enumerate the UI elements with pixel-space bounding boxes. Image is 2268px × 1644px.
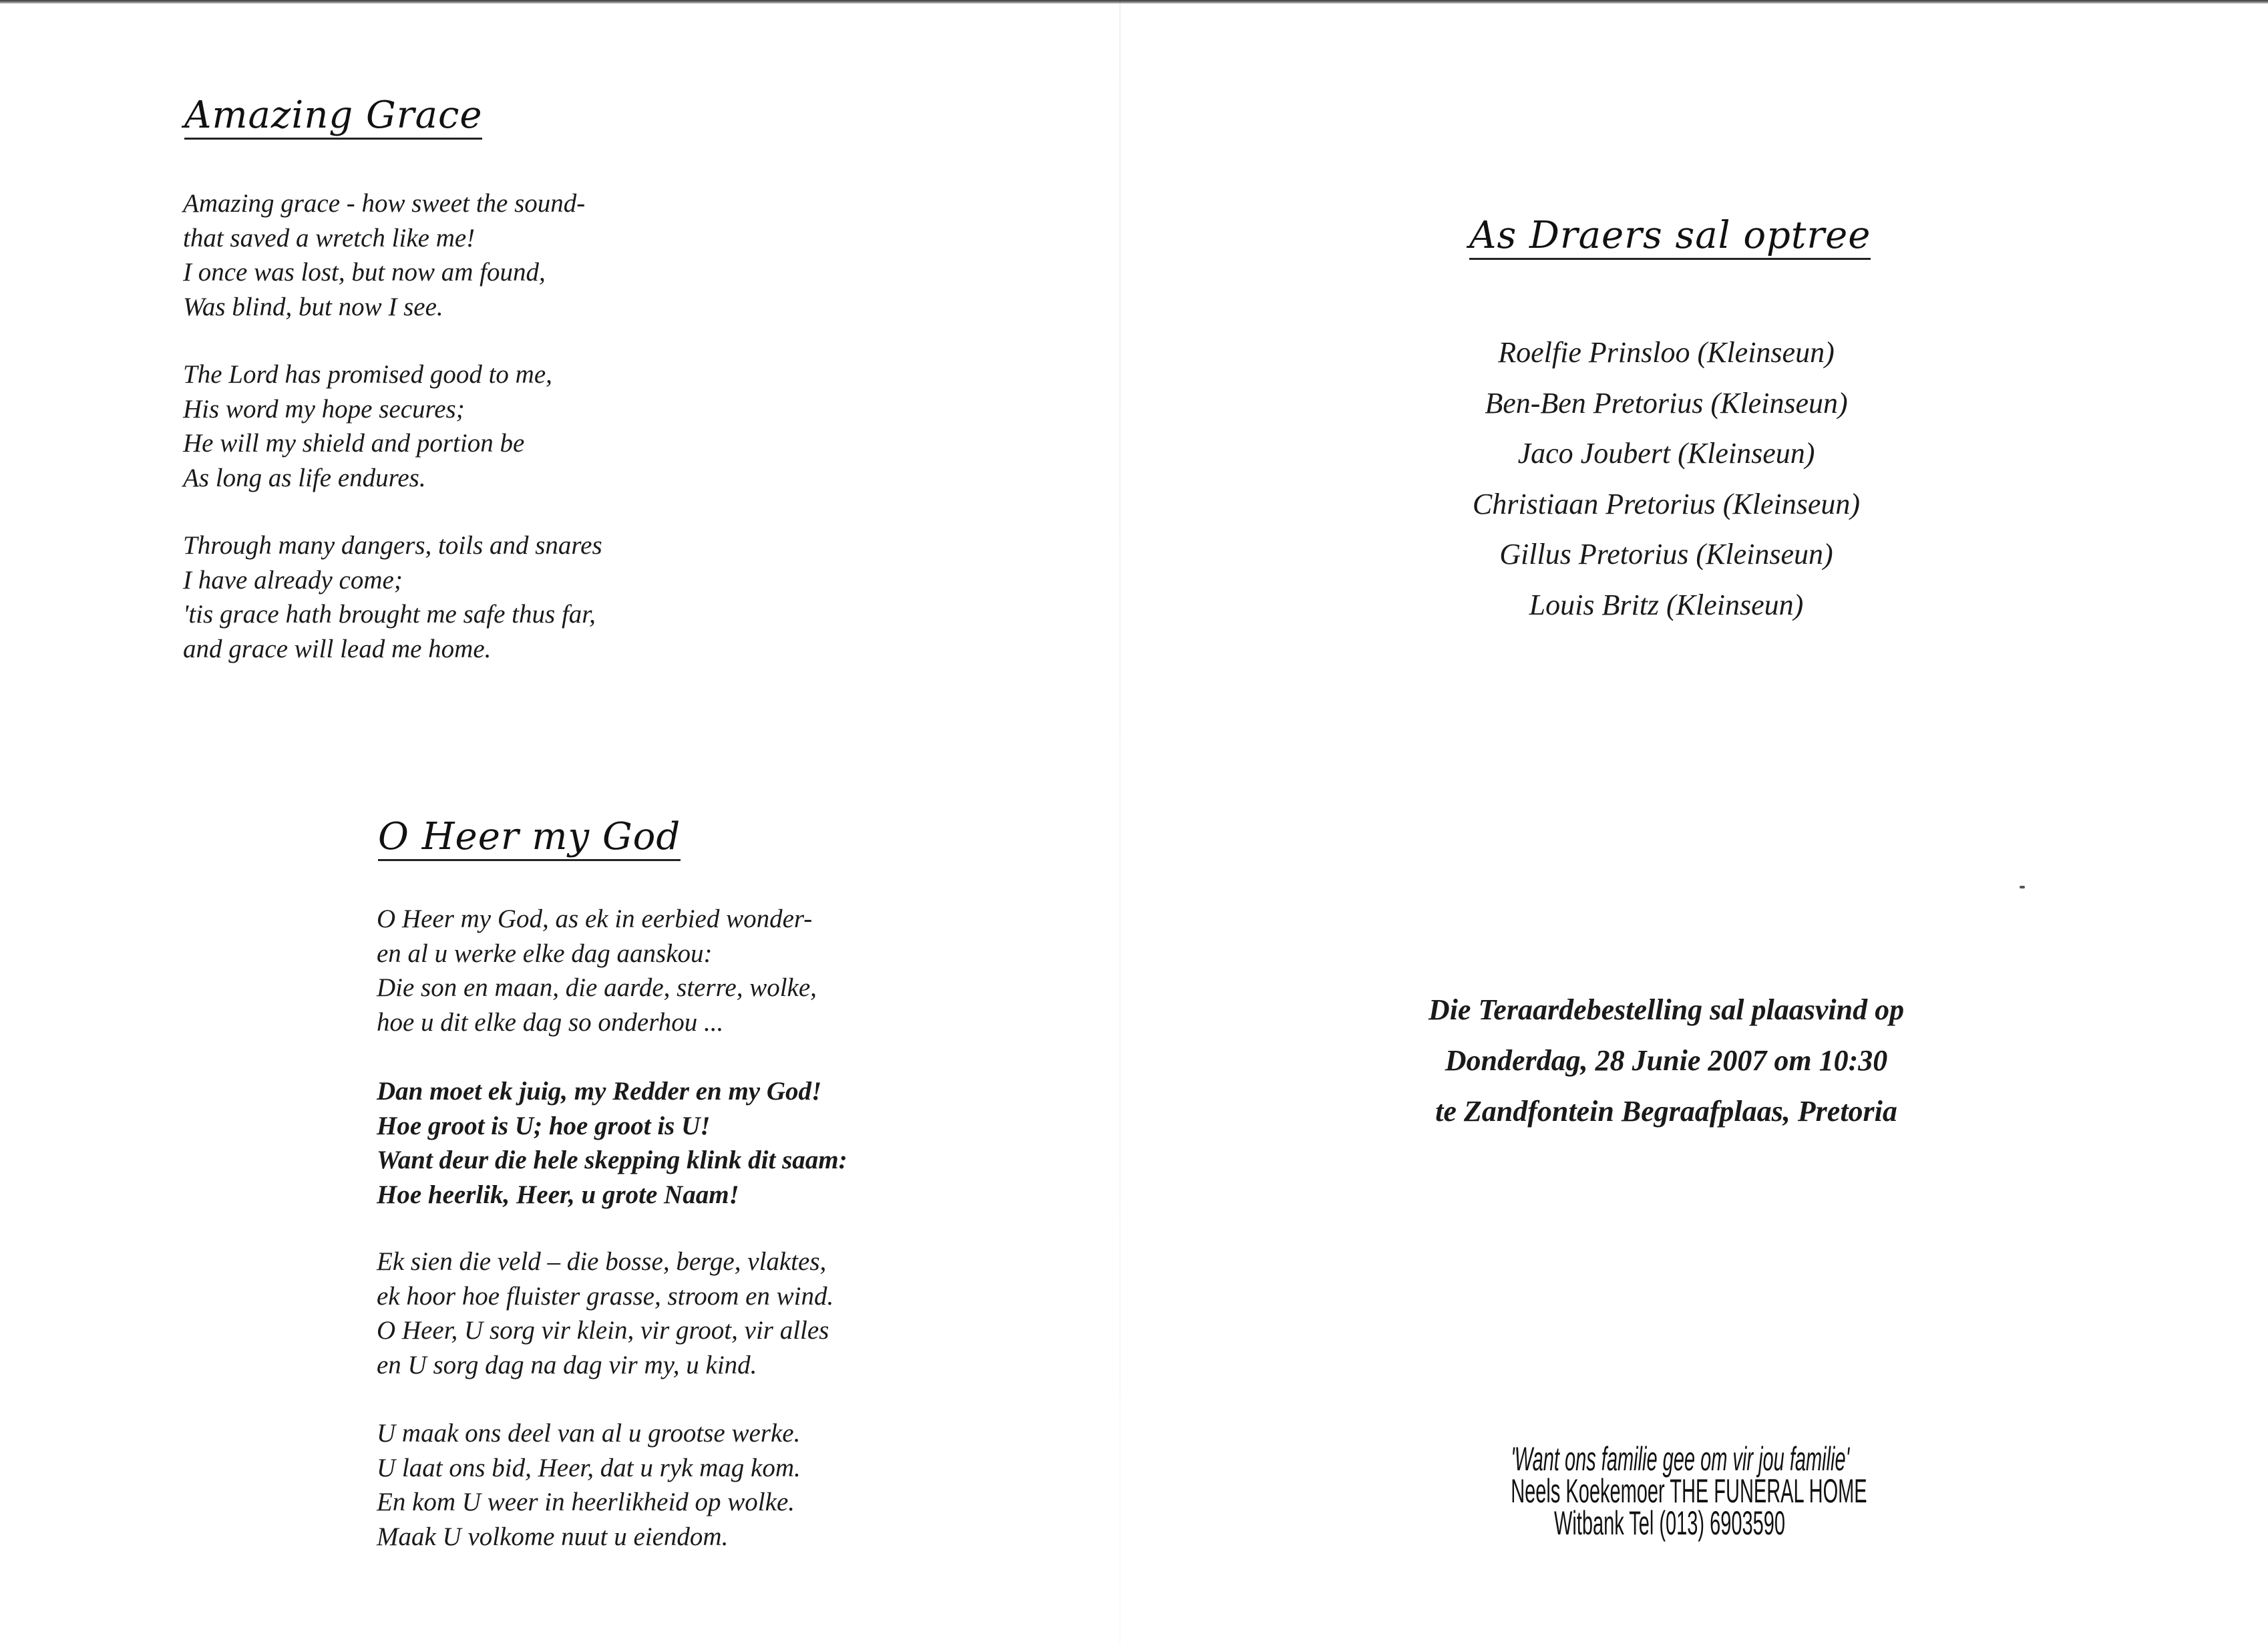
verse-line: Die son en maan, die aarde, sterre, wolke, xyxy=(377,973,817,1002)
verse-line: en al u werke elke dag aanskou: xyxy=(377,939,713,968)
verse-line: As long as life endures. xyxy=(183,463,426,492)
funeral-home-name: Neels Koekemoer THE FUNERAL HOME xyxy=(1511,1472,1867,1510)
bearer-name: Ben-Ben Pretorius (Kleinseun) xyxy=(1485,386,1848,420)
scan-speck xyxy=(2020,886,2025,888)
verse-line: en U sorg dag na dag vir my, u kind. xyxy=(377,1350,757,1379)
verse-line: U laat ons bid, Heer, dat u ryk mag kom. xyxy=(377,1453,801,1482)
verse-line: Maak U volkome nuut u eiendom. xyxy=(377,1522,729,1551)
o-heer-stanza-4 xyxy=(377,1416,801,1554)
bearers-list xyxy=(1282,327,2050,630)
refrain-line: Hoe groot is U; hoe groot is U! xyxy=(377,1111,711,1140)
refrain-line: Hoe heerlik, Heer, u grote Naam! xyxy=(377,1180,739,1209)
amazing-grace-stanza-2 xyxy=(183,357,552,495)
verse-line: 'tis grace hath brought me safe thus far, xyxy=(183,600,596,629)
verse-line: Was blind, but now I see. xyxy=(183,292,443,321)
o-heer-my-god-title: O Heer my God xyxy=(378,816,681,861)
burial-place-line: te Zandfontein Begraafplaas, Pretoria xyxy=(1435,1095,1897,1128)
verse-line: He will my shield and portion be xyxy=(183,429,525,458)
verse-line: I have already come; xyxy=(183,565,403,595)
verse-line: hoe u dit elke dag so onderhou ... xyxy=(377,1007,724,1037)
refrain-line: Dan moet ek juig, my Redder en my God! xyxy=(377,1077,822,1106)
amazing-grace-title: Amazing Grace xyxy=(184,95,482,140)
o-heer-refrain xyxy=(377,1074,847,1212)
bearers-title: As Draers sal optree xyxy=(1469,215,1871,260)
bearer-name: Jaco Joubert (Kleinseun) xyxy=(1517,437,1815,470)
verse-line: En kom U weer in heerlikheid op wolke. xyxy=(377,1488,795,1516)
amazing-grace-stanza-3 xyxy=(183,528,602,666)
verse-line: O Heer, U sorg vir klein, vir groot, vir alles xyxy=(377,1316,829,1345)
verse-line: The Lord has promised good to me, xyxy=(183,360,552,389)
bearer-name: Christiaan Pretorius (Kleinseun) xyxy=(1472,487,1861,520)
verse-line: I once was lost, but now am found, xyxy=(183,258,546,287)
top-edge xyxy=(0,0,2268,4)
funeral-home-contact: Witbank Tel (013) 6903590 xyxy=(1553,1504,1786,1542)
amazing-grace-stanza-1 xyxy=(183,186,585,324)
page-fold xyxy=(1119,0,1121,1644)
verse-line: U maak ons deel van al u grootse werke. xyxy=(377,1419,801,1448)
verse-line: that saved a wretch like me! xyxy=(183,223,476,253)
bearer-name: Gillus Pretorius (Kleinseun) xyxy=(1499,538,1833,570)
bearer-name: Louis Britz (Kleinseun) xyxy=(1529,588,1804,621)
verse-line: Amazing grace - how sweet the sound- xyxy=(183,189,586,218)
funeral-home-slogan: 'Want ons familie gee om vir jou familie' xyxy=(1511,1440,1850,1478)
burial-line: Die Teraardebestelling sal plaasvind op xyxy=(1428,993,1905,1026)
verse-line: Through many dangers, toils and snares xyxy=(183,531,602,560)
refrain-line: Want deur die hele skepping klink dit saam: xyxy=(377,1146,847,1174)
verse-line: ek hoor hoe fluister grasse, stroom en wind. xyxy=(377,1281,834,1311)
o-heer-stanza-3 xyxy=(377,1245,833,1382)
verse-line: His word my hope secures; xyxy=(183,394,465,424)
verse-line: and grace will lead me home. xyxy=(183,634,492,663)
bearer-name: Roelfie Prinsloo (Kleinseun) xyxy=(1498,336,1835,369)
burial-announcement xyxy=(1256,985,2077,1137)
funeral-home-footer xyxy=(1511,1440,1867,1542)
verse-line: Ek sien die veld – die bosse, berge, vlaktes, xyxy=(377,1247,827,1276)
o-heer-stanza-1 xyxy=(377,902,817,1039)
verse-line: O Heer my God, as ek in eerbied wonder- xyxy=(377,905,813,933)
burial-date-line: Donderdag, 28 Junie 2007 om 10:30 xyxy=(1445,1044,1888,1077)
